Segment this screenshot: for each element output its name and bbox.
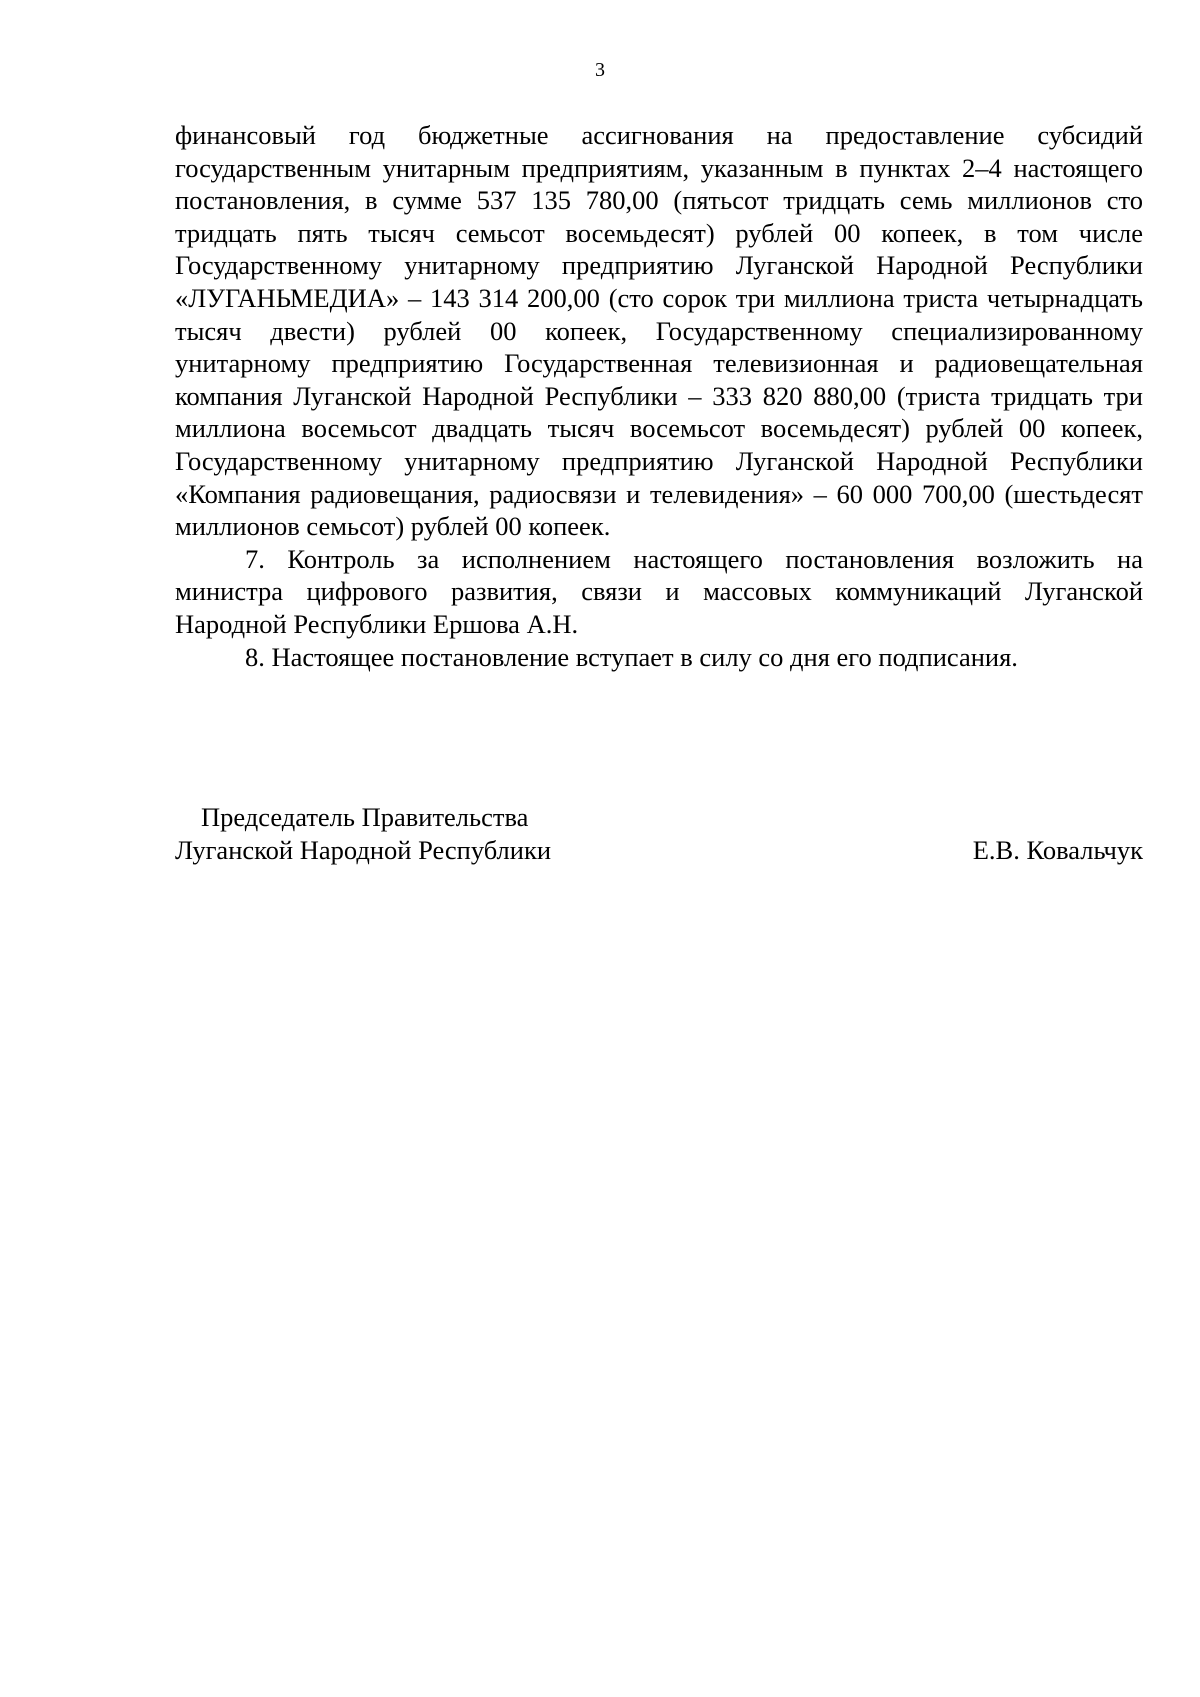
document-body bbox=[175, 119, 1143, 673]
page-number: 3 bbox=[595, 59, 605, 81]
signature-block bbox=[175, 801, 1143, 867]
signatory-position-line1: Председатель Правительства bbox=[201, 802, 529, 832]
paragraph-item-7: 7. Контроль за исполнением настоящего постановления возложить на министра цифрового развития, связи и массовых коммуникаций Луганской Народной Республики Ершова А.Н. bbox=[175, 543, 1143, 639]
paragraph-item-8: 8. Настоящее постановление вступает в силу со дня его подписания. bbox=[245, 641, 1018, 672]
signatory-name: Е.В. Ковальчук bbox=[972, 835, 1143, 865]
paragraph-continuation: финансовый год бюджетные ассигнования на предоставление субсидий государственным унитарным предприятиям, указанным в пунктах 2–4 настоящего постановления, в сумме 537 135 780,00 (пятьсот тридцать семь миллионов сто тридцать пять тысяч семьсот восемьдесят) рублей 00 копеек, в том числе Государственному унитарному предприятию Луганской Народной Республики «ЛУГАНЬМЕДИА» – 143 314 200,00 (сто сорок три миллиона триста четырнадцать тысяч двести) рублей 00 копеек, Государственному специализированному унитарному предприятию Государственная телевизионная и радиовещательная компания Луганской Народной Республики – 333 820 880,00 (триста тридцать три миллиона восемьсот двадцать тысяч восемьсот восемьдесят) рублей 00 копеек, Государственному унитарному предприятию Луганской Народной Республики «Компания радиовещания, радиосвязи и телевидения» – 60 000 700,00 (шестьдесят миллионов семьсот) рублей 00 копеек. bbox=[175, 120, 1143, 542]
signatory-position-line2: Луганской Народной Республики bbox=[175, 835, 552, 865]
signature-row bbox=[175, 834, 1143, 867]
